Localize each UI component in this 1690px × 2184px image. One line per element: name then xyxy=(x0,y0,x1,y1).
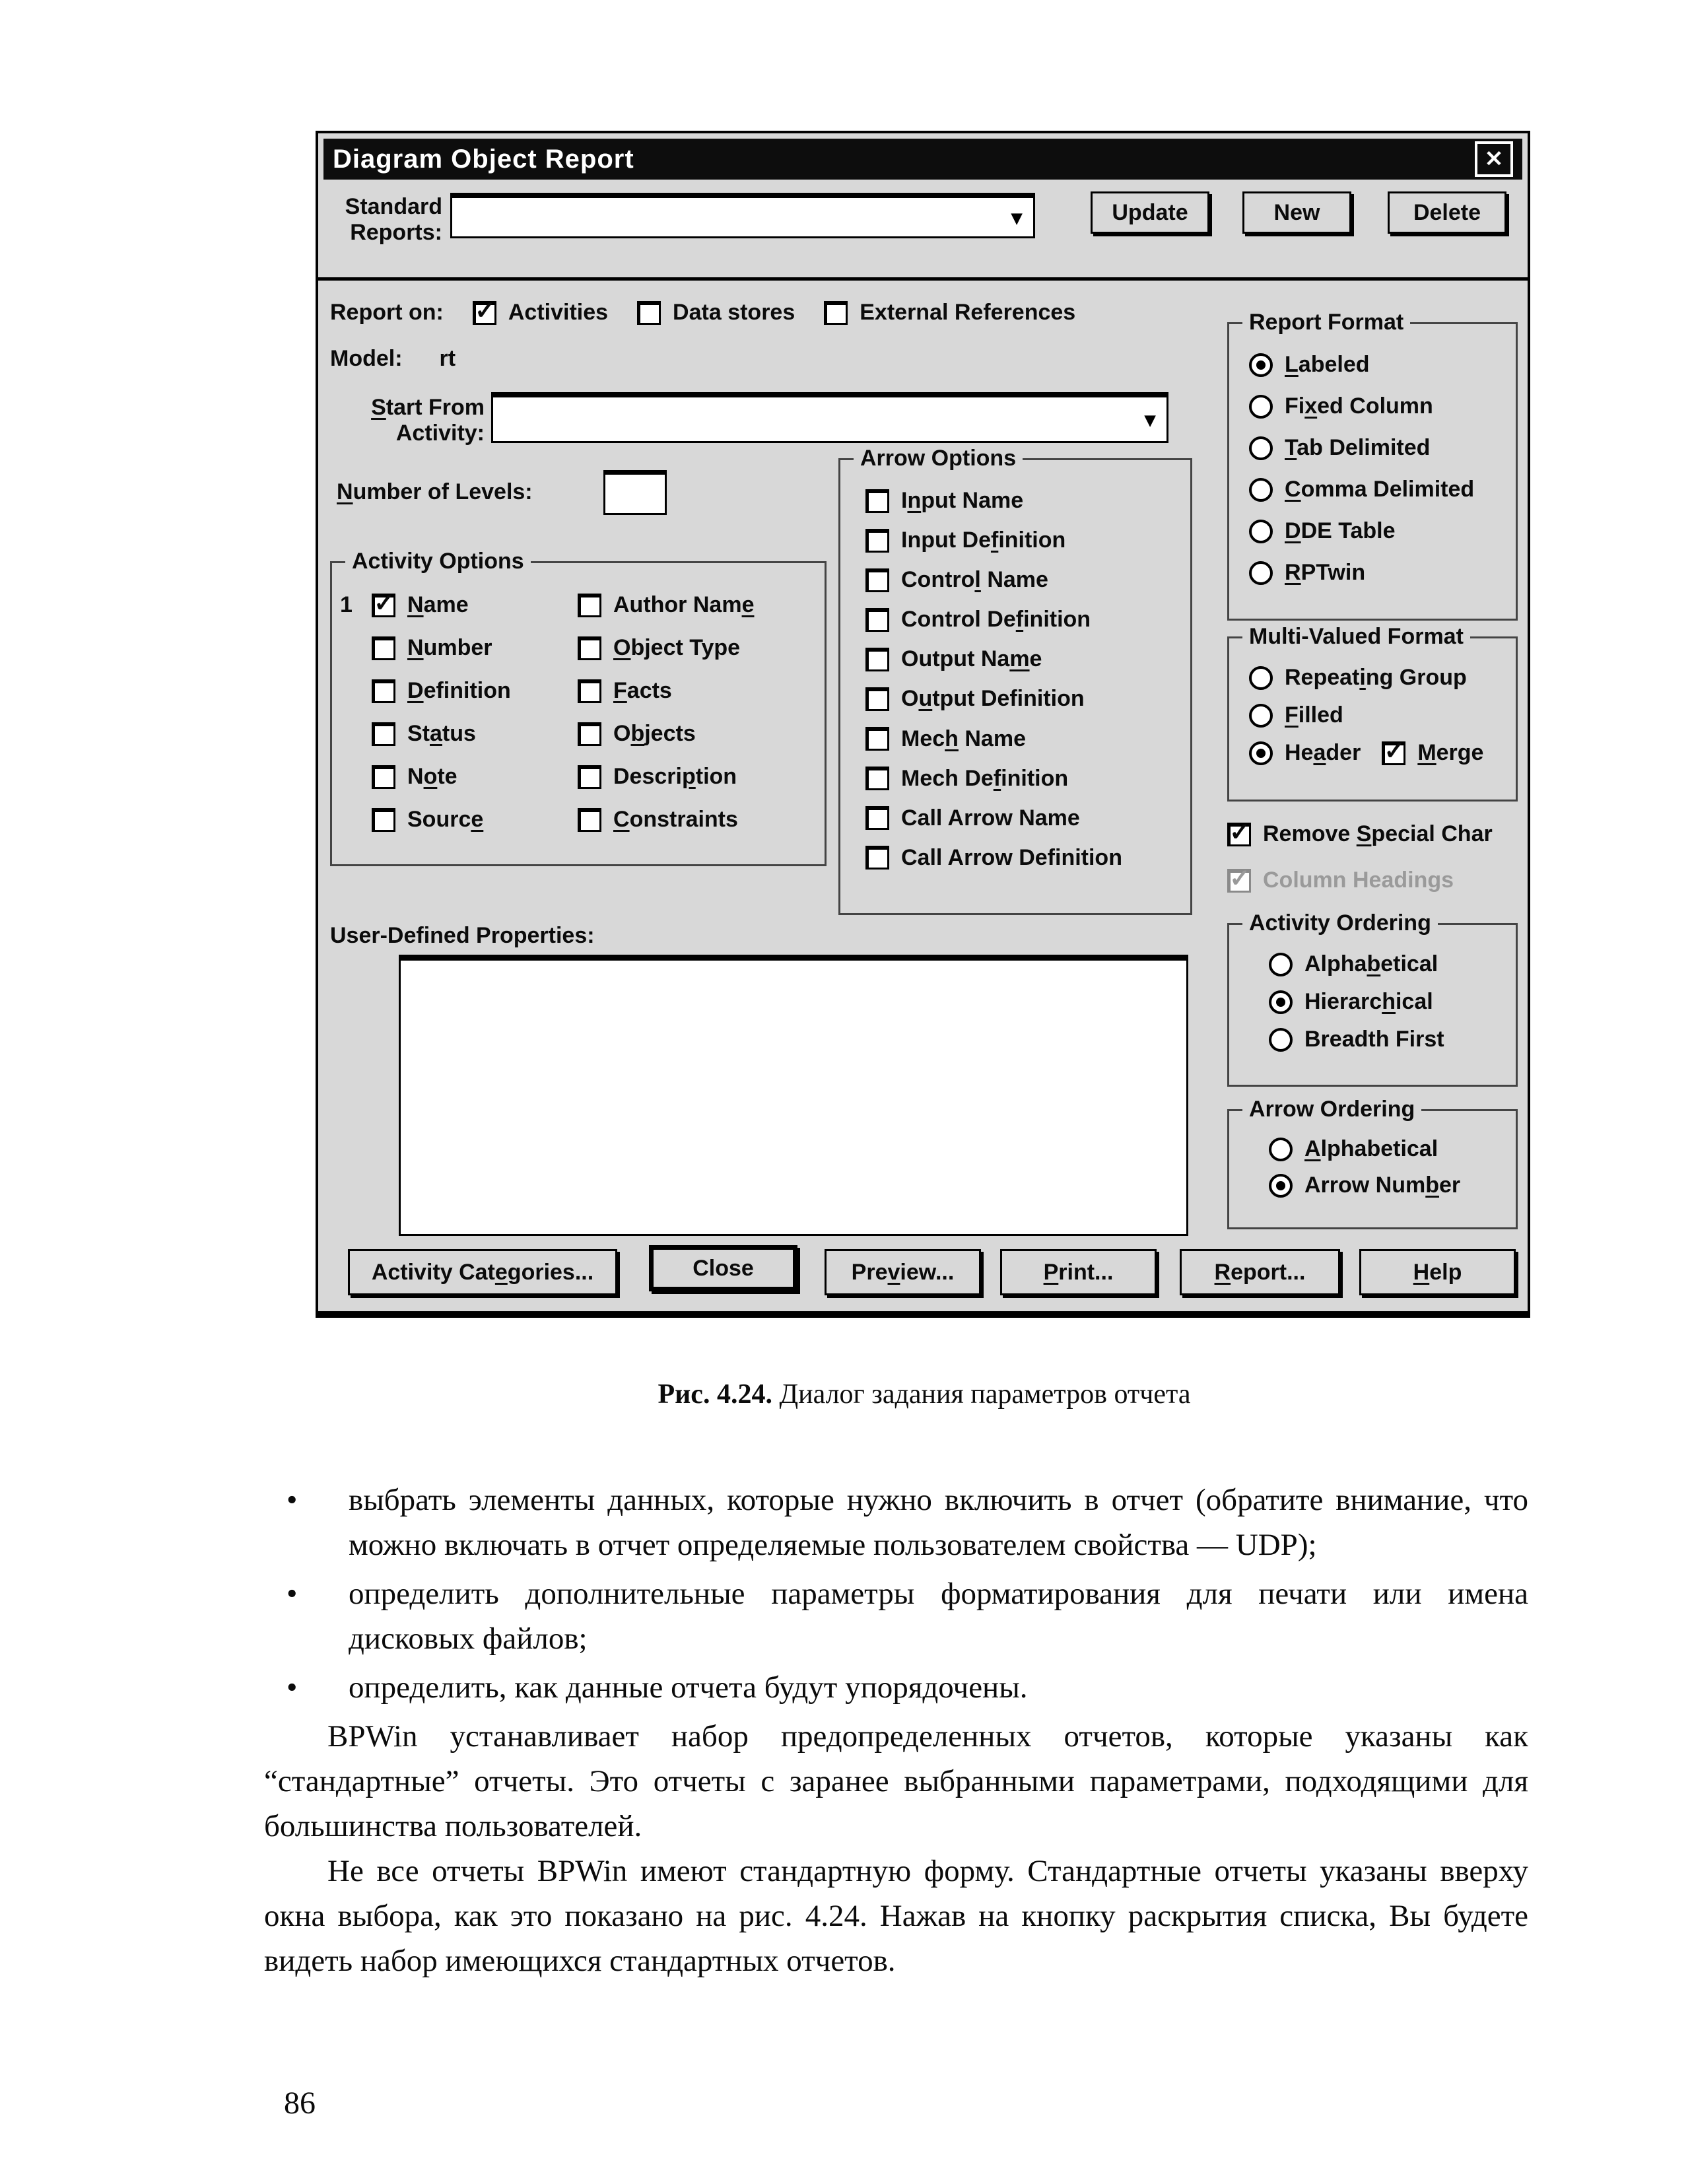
checkbox-objects[interactable]: Objects xyxy=(578,721,754,747)
radio-icon[interactable] xyxy=(1269,953,1293,976)
checkbox-icon[interactable] xyxy=(865,648,889,671)
checkbox-output-definition[interactable]: Output Definition xyxy=(865,686,1122,712)
user-defined-properties-textarea[interactable] xyxy=(399,955,1188,1236)
checkbox-icon[interactable] xyxy=(865,568,889,592)
radio-tab-delimited[interactable]: Tab Delimited xyxy=(1249,435,1474,461)
checkbox-definition[interactable]: Definition xyxy=(340,678,511,704)
arrow-ordering-group xyxy=(1227,1097,1518,1229)
activity-ordering-group xyxy=(1227,910,1518,1087)
arrow-options-group xyxy=(838,446,1192,915)
checkbox-icon xyxy=(1227,869,1251,893)
checkbox-note[interactable]: Note xyxy=(340,764,511,790)
checkbox-column-headings: ✓ Column Headings xyxy=(1227,868,1454,893)
radio-icon[interactable] xyxy=(1249,666,1273,690)
figure-caption-text: Диалог задания параметров отчета xyxy=(772,1379,1191,1410)
start-from-activity-combo[interactable] xyxy=(491,392,1168,443)
checkbox-description[interactable]: Description xyxy=(578,764,754,790)
bullet-item: • выбрать элементы данных, которые нужно включить в отчет (обратите внимание, что можно включать в отчет определяемые пользователем свойства — UDP); xyxy=(264,1478,1528,1567)
checkbox-icon[interactable] xyxy=(372,808,395,832)
radio-icon[interactable] xyxy=(1269,1028,1293,1052)
checkbox-remove-special-char[interactable]: ✓ Remove Special Char xyxy=(1227,821,1493,847)
checkbox-input-name[interactable]: Input Name xyxy=(865,488,1122,514)
diagram-object-report-dialog xyxy=(316,131,1530,1314)
close-icon: ✕ xyxy=(1484,147,1504,172)
close-button[interactable] xyxy=(1475,141,1513,177)
checkbox-icon[interactable] xyxy=(865,727,889,751)
bullet-item: • определить дополнительные параметры форматирования для печати или имена дисковых файлов; xyxy=(264,1571,1528,1661)
figure-caption xyxy=(264,1379,1584,1410)
checkbox-icon[interactable] xyxy=(372,636,395,660)
radio-icon[interactable] xyxy=(1249,741,1273,765)
arrow-ordering-title: Arrow Ordering xyxy=(1242,1097,1421,1122)
activity-ordering-title: Activity Ordering xyxy=(1242,910,1438,936)
close-dialog-button[interactable]: Close xyxy=(649,1245,797,1291)
checkbox-icon[interactable] xyxy=(637,301,661,325)
checkbox-icon[interactable] xyxy=(372,765,395,789)
radio-header[interactable]: Header ✓ Merge xyxy=(1249,740,1483,766)
radio-icon[interactable] xyxy=(1249,704,1273,728)
report-button[interactable]: Report... xyxy=(1180,1249,1340,1295)
checkbox-icon[interactable] xyxy=(578,636,601,660)
checkbox-number[interactable]: Number xyxy=(340,635,511,661)
radio-arrow-number[interactable]: Arrow Number xyxy=(1269,1173,1460,1198)
row-prefix: 1 xyxy=(340,592,353,617)
activity-categories-button[interactable]: Activity Categories... xyxy=(348,1249,617,1295)
paragraph: BPWin устанавливает набор предопределенных отчетов, которые указаны как “стандартные” отчеты. Это отчеты с заранее выбранными параметрами, подходящими для большинства пользователей. xyxy=(264,1719,1528,1843)
checkbox-output-name[interactable]: Output Name xyxy=(865,646,1122,672)
radio-dde-table[interactable]: DDE Table xyxy=(1249,518,1474,544)
checkbox-name[interactable]: 1 ✓ Name xyxy=(340,592,511,618)
new-button[interactable]: New xyxy=(1242,191,1351,234)
radio-activity-alphabetical[interactable]: Alphabetical xyxy=(1269,951,1444,977)
checkbox-icon[interactable] xyxy=(865,608,889,632)
radio-icon[interactable] xyxy=(1249,561,1273,585)
report-format-title: Report Format xyxy=(1242,310,1410,335)
start-from-activity-label: Start From Activity: xyxy=(371,395,485,446)
checkbox-icon[interactable] xyxy=(865,767,889,790)
radio-hierarchical[interactable]: Hierarchical xyxy=(1269,989,1444,1015)
radio-icon[interactable] xyxy=(1249,353,1273,377)
checkbox-status[interactable]: Status xyxy=(340,721,511,747)
dialog-title: Diagram Object Report xyxy=(333,144,634,174)
checkbox-icon[interactable] xyxy=(578,722,601,746)
body-text xyxy=(264,1478,1528,1983)
checkbox-data-stores[interactable]: Data stores xyxy=(637,300,795,325)
checkbox-mech-definition[interactable]: Mech Definition xyxy=(865,766,1122,792)
checkbox-control-definition[interactable]: Control Definition xyxy=(865,607,1122,632)
checkbox-icon[interactable] xyxy=(372,679,395,703)
checkbox-merge[interactable] xyxy=(1382,741,1405,765)
help-button[interactable]: Help xyxy=(1359,1249,1516,1295)
arrow-options-title: Arrow Options xyxy=(854,446,1023,471)
model-value: rt xyxy=(439,346,456,371)
radio-icon[interactable] xyxy=(1249,478,1273,502)
radio-repeating-group[interactable]: Repeating Group xyxy=(1249,665,1483,691)
multi-valued-format-group xyxy=(1227,624,1518,802)
radio-fixed-column[interactable]: Fixed Column xyxy=(1249,393,1474,419)
titlebar-separator xyxy=(318,277,1528,281)
radio-arrow-alphabetical[interactable]: Alphabetical xyxy=(1269,1136,1460,1162)
bullet-item: • определить, как данные отчета будут упорядочены. xyxy=(264,1665,1528,1710)
checkbox-icon[interactable] xyxy=(578,679,601,703)
radio-breadth-first[interactable]: Breadth First xyxy=(1269,1027,1444,1052)
radio-labeled[interactable]: Labeled xyxy=(1249,352,1474,378)
dropdown-icon[interactable]: ▼ xyxy=(1140,409,1160,432)
user-defined-properties-label: User-Defined Properties: xyxy=(330,923,595,948)
radio-icon[interactable] xyxy=(1269,990,1293,1014)
multi-valued-format-title: Multi-Valued Format xyxy=(1242,624,1470,650)
radio-icon[interactable] xyxy=(1249,436,1273,460)
dialog-titlebar[interactable] xyxy=(323,139,1522,180)
radio-rptwin[interactable]: RPTwin xyxy=(1249,560,1474,586)
checkbox-activities[interactable]: ✓ Activities xyxy=(473,300,608,325)
number-of-levels-label: Number of Levels: xyxy=(337,479,533,504)
checkbox-input-definition[interactable]: Input Definition xyxy=(865,528,1122,553)
number-of-levels-input[interactable] xyxy=(603,470,667,515)
checkbox-icon[interactable] xyxy=(372,594,395,617)
checkbox-source[interactable]: Source xyxy=(340,807,511,833)
radio-icon[interactable] xyxy=(1249,520,1273,543)
checkbox-icon[interactable] xyxy=(578,594,601,617)
checkbox-mech-name[interactable]: Mech Name xyxy=(865,726,1122,752)
checkbox-icon[interactable] xyxy=(578,765,601,789)
activity-options-group xyxy=(330,549,827,866)
radio-icon[interactable] xyxy=(1269,1174,1293,1198)
checkbox-facts[interactable]: Facts xyxy=(578,678,754,704)
checkbox-call-arrow-name[interactable]: Call Arrow Name xyxy=(865,805,1122,831)
radio-icon[interactable] xyxy=(1269,1138,1293,1161)
model-label: Model: xyxy=(330,346,403,371)
checkbox-icon[interactable] xyxy=(1227,823,1251,846)
dropdown-icon[interactable]: ▼ xyxy=(1007,207,1027,230)
checkbox-control-name[interactable]: Control Name xyxy=(865,567,1122,593)
figure-caption-number: Рис. 4.24. xyxy=(658,1379,772,1410)
print-button[interactable]: Print... xyxy=(1000,1249,1157,1295)
radio-filled[interactable]: Filled xyxy=(1249,702,1483,728)
update-button[interactable]: Update xyxy=(1091,191,1209,234)
standard-reports-label: Standard Reports: xyxy=(345,194,442,246)
preview-button[interactable]: Preview... xyxy=(825,1249,981,1295)
checkbox-icon[interactable] xyxy=(865,846,889,870)
radio-comma-delimited[interactable]: Comma Delimited xyxy=(1249,477,1474,502)
report-on-label: Report on: xyxy=(330,300,444,325)
checkbox-icon[interactable] xyxy=(865,529,889,553)
standard-reports-combo[interactable] xyxy=(450,193,1035,238)
checkbox-call-arrow-definition[interactable]: Call Arrow Definition xyxy=(865,845,1122,871)
checkbox-icon[interactable] xyxy=(824,301,848,325)
checkbox-icon[interactable] xyxy=(865,489,889,513)
activity-options-title: Activity Options xyxy=(345,549,531,574)
delete-button[interactable]: Delete xyxy=(1388,191,1506,234)
checkbox-icon[interactable] xyxy=(578,808,601,832)
radio-icon[interactable] xyxy=(1249,395,1273,419)
page-number: 86 xyxy=(284,2086,316,2121)
checkbox-constraints[interactable]: Constraints xyxy=(578,807,754,833)
checkbox-external-references[interactable]: External References xyxy=(824,300,1075,325)
paragraph: Не все отчеты BPWin имеют стандартную форму. Стандартные отчеты указаны вверху окна выбора, как это показано на рис. 4.24. Нажав на кнопку раскрытия списка, Вы будете видеть набор имеющихся стандартных отчетов. xyxy=(264,1854,1528,1978)
checkbox-icon[interactable] xyxy=(473,301,496,325)
checkbox-author-name[interactable]: Author Name xyxy=(578,592,754,618)
checkbox-object-type[interactable]: Object Type xyxy=(578,635,754,661)
checkbox-icon[interactable] xyxy=(372,722,395,746)
report-format-group xyxy=(1227,310,1518,621)
checkbox-icon[interactable] xyxy=(865,806,889,830)
checkbox-icon[interactable] xyxy=(865,687,889,711)
